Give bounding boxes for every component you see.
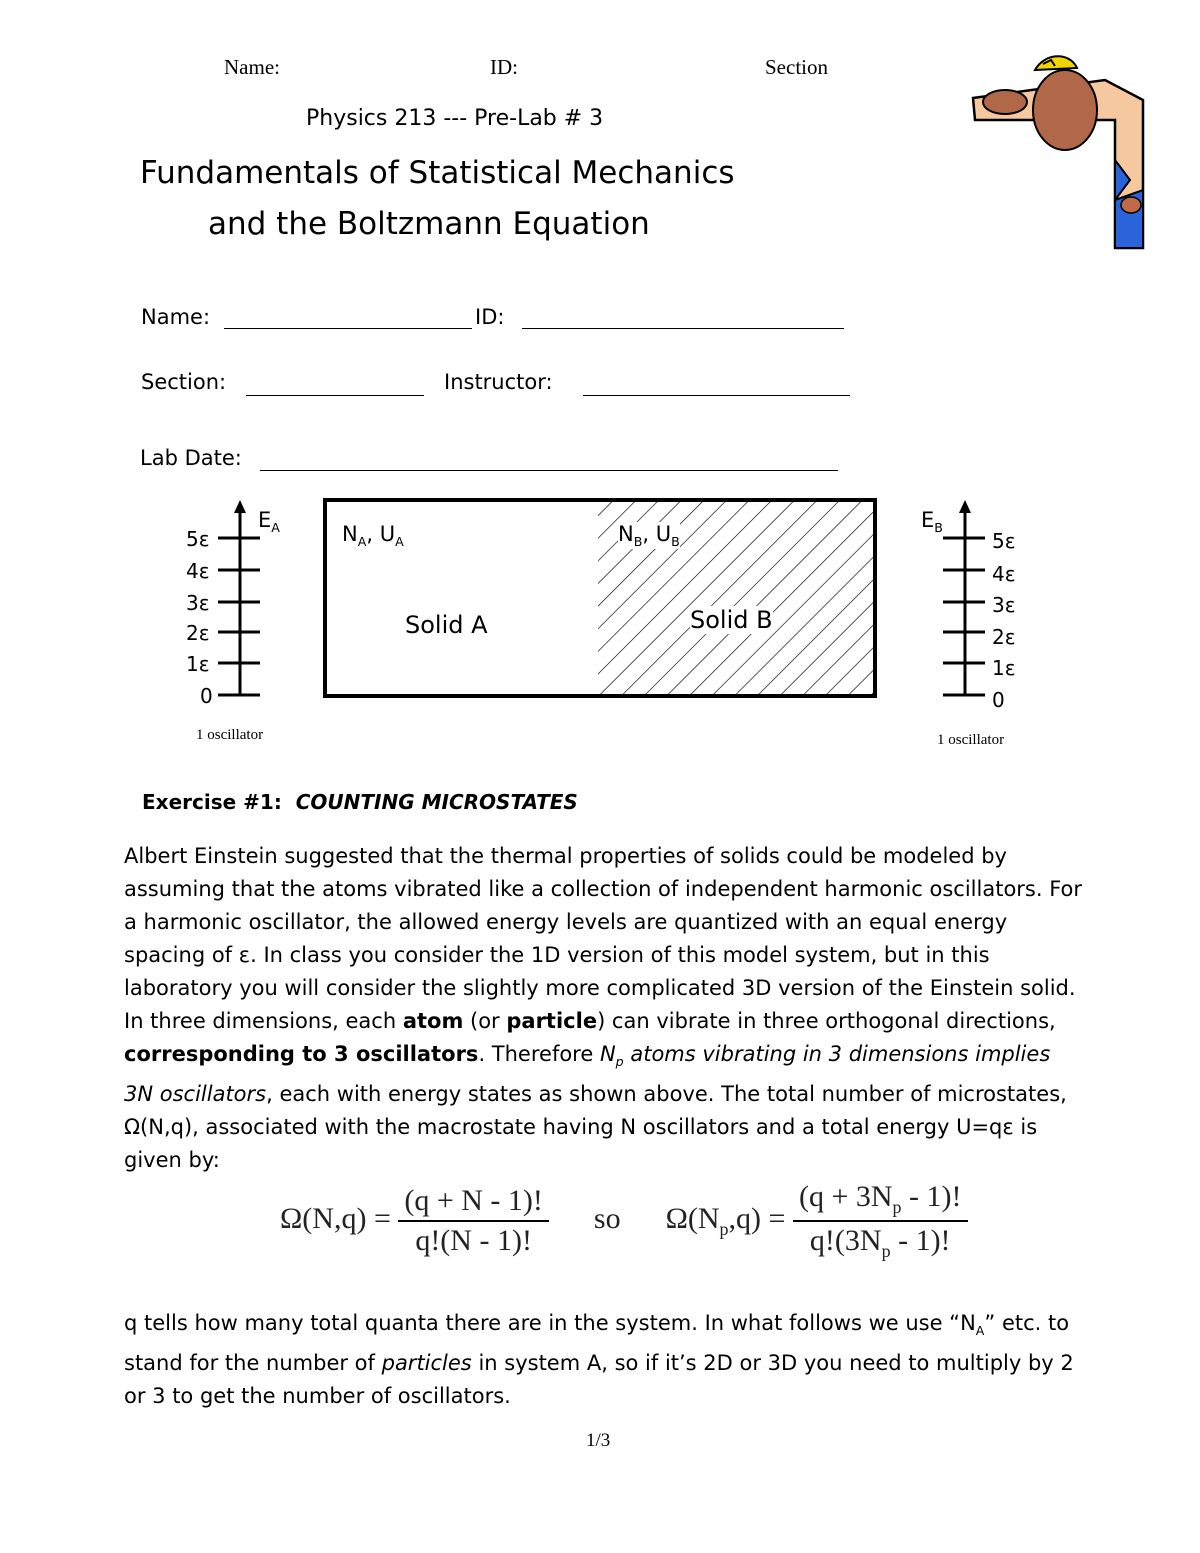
left-level-2: 2ε [186,621,210,645]
cartoon-mascot-image [965,50,1155,250]
right-axis-label: $E_B$ [921,508,943,536]
name-input-line[interactable] [224,328,472,329]
left-level-0: 0 [200,684,213,708]
page-number: 1/3 [586,1430,611,1451]
solid-b-variables: $N_B$, $U_B$ [618,522,680,550]
lab-subtitle: Physics 213 --- Pre-Lab # 3 [306,106,604,131]
header-name-label: Name: [224,55,280,79]
paragraph-quanta: q tells how many total quanta there are in the system. In what follows we use “$N_A$” etc. to stand for the number of particles in system A, so if it’s 2D or 3D you need to multiply by 2 or 3 to get the number of oscillators. [124,1311,1074,1409]
instructor-input-line[interactable] [583,395,850,396]
solid-a-variables: $N_A$, $U_A$ [342,522,404,550]
form-instructor-label: Instructor: [444,370,553,394]
right-level-0: 0 [992,688,1005,712]
right-oscillator-caption: 1 oscillator [937,732,1005,748]
left-level-5: 5ε [186,527,210,551]
right-level-2: 2ε [992,625,1016,649]
right-level-3: 3ε [992,593,1016,617]
id-input-line[interactable] [522,328,844,329]
solid-b-label: Solid B [690,606,773,634]
form-lab-date-label: Lab Date: [140,446,242,470]
left-level-1: 1ε [186,652,210,676]
page-title-line2: and the Boltzmann Equation [208,206,650,242]
section-input-line[interactable] [246,395,424,396]
left-axis-label: $E_A$ [258,508,280,536]
microstates-formula: Ω(N,q) = $\frac{(q + N - 1)!}{q!(N - 1)!}$ so $\Omega(N_p,q)$ = $\frac{(q + 3N_p - 1)!}{q!(3N_p - 1)!}$ [280,1180,968,1262]
form-id-label: ID: [475,305,505,329]
right-level-4: 4ε [992,562,1016,586]
left-level-4: 4ε [186,559,210,583]
header-id-label: ID: [490,55,518,79]
formula-fraction-1: $\frac{(q + N - 1)!}{q!(N - 1)!}$ [398,1184,549,1258]
header-section-label: Section [765,55,828,79]
form-name-label: Name: [141,305,211,329]
left-oscillator-caption: 1 oscillator [196,727,264,743]
lab-date-input-line[interactable] [260,470,838,471]
solid-a-label: Solid A [405,611,488,639]
exercise-heading: Exercise #1: COUNTING MICROSTATES [142,790,578,814]
right-level-1: 1ε [992,656,1016,680]
left-level-3: 3ε [186,591,210,615]
paragraph-einstein-model: Albert Einstein suggested that the thermal properties of solids could be modeled by assuming that the atoms vibrated like a collection of independent harmonic oscillators. For a harmonic oscillator, the allowed energy levels are quantized with an equal energy spacing of ε. In class you consider the 1D version of this model system, but in this laboratory you will consider the slightly more complicated 3D version of the Einstein solid. In three dimensions, each atom (or particle) can vibrate in three orthogonal directions, corresponding to 3 oscillators. Therefore $N_p$ atoms vibrating in 3 dimensions implies 3N oscillators, each with energy states as shown above. The total number of microstates, Ω(N,q), associated with the macrostate having N oscillators and a total energy U=qε is given by: [124,844,1083,1173]
formula-fraction-2: $\frac{(q + 3N_p - 1)!}{q!(3N_p - 1)!}$ [793,1180,968,1262]
solids-box [322,497,878,699]
form-section-label: Section: [141,370,227,394]
page-title-line1: Fundamentals of Statistical Mechanics [140,155,735,191]
right-level-5: 5ε [992,529,1016,553]
